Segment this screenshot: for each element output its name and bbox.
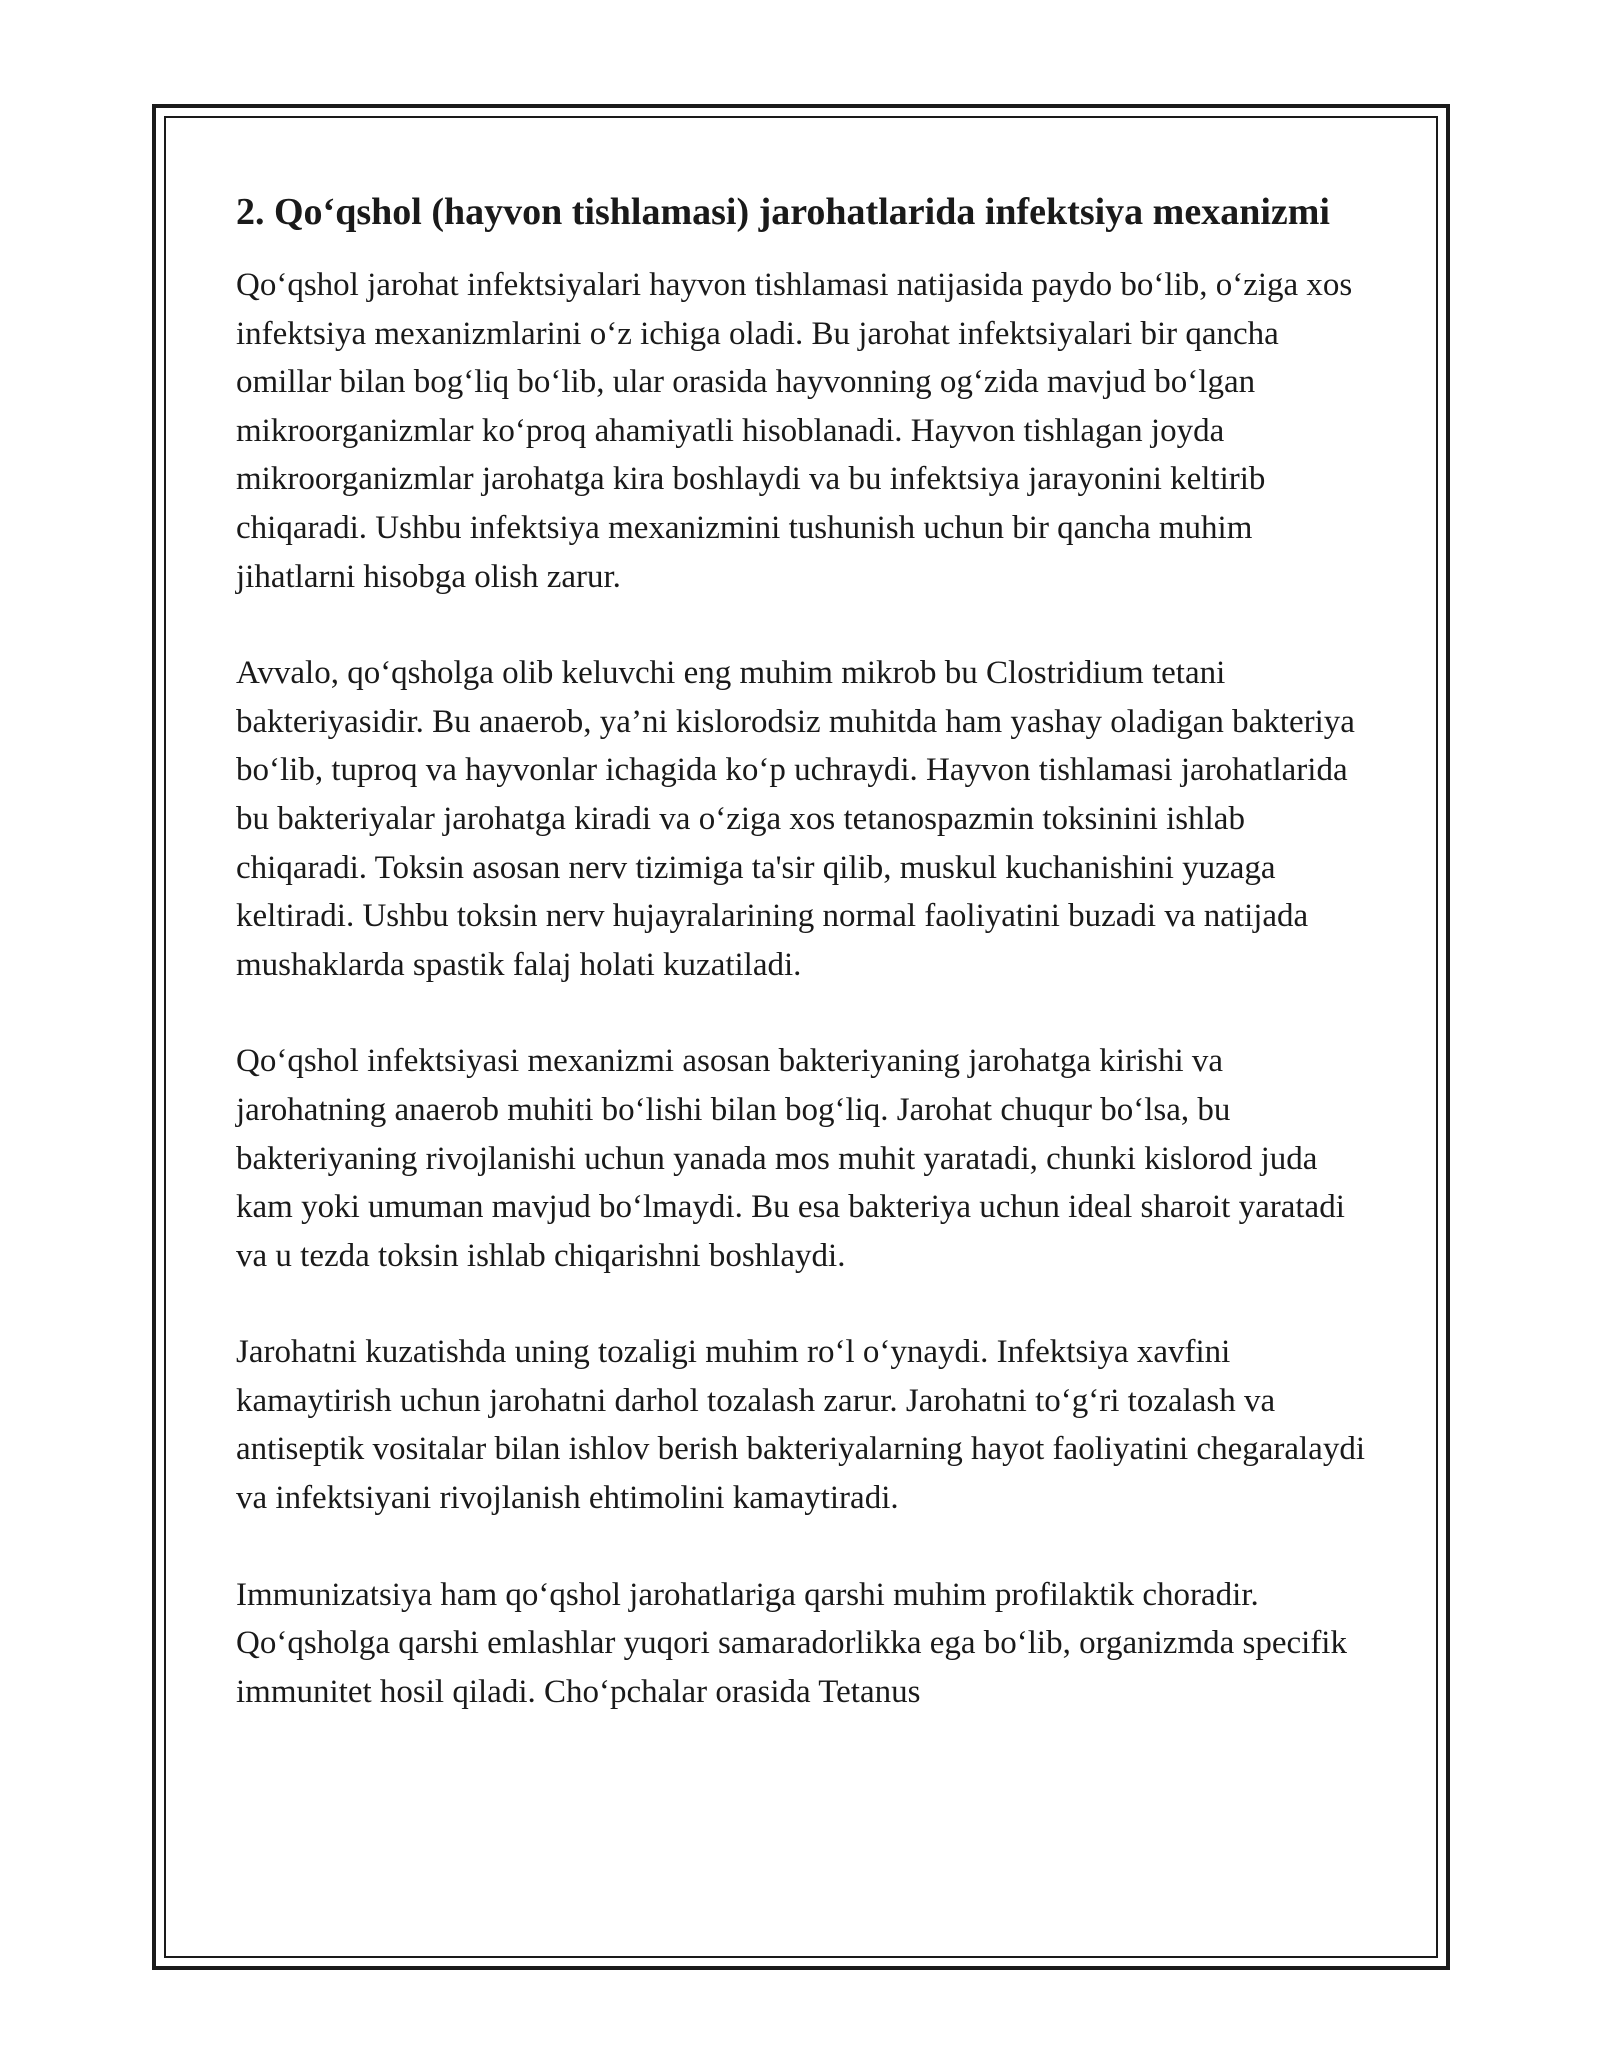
paragraph-1: Qo‘qshol jarohat infektsiyalari hayvon tishlamasi natijasida paydo bo‘lib, o‘ziga xos infektsiya mexanizmlarini o‘z ichiga oladi. Bu jarohat infektsiyalari bir qancha omillar bilan bog‘liq bo‘lib, ular orasida hayvonning og‘zida mavjud bo‘lgan mikroorganizmlar ko‘proq ahamiyatli hisoblanadi. Hayvon tishlagan joyda mikroorganizmlar jarohatga kira boshlaydi va bu infektsiya jarayonini keltirib chiqaradi. Ushbu infektsiya mexanizmini tushunish uchun bir qancha muhim jihatlarni hisobga olish zarur. (236, 267, 1353, 595)
document-body (236, 185, 1376, 1764)
paragraph-4: Jarohatni kuzatishda uning tozaligi muhim ro‘l o‘ynaydi. Infektsiya xavfini kamaytirish uchun jarohatni darhol tozalash zarur. Jarohatni to‘g‘ri tozalash va antiseptik vositalar bilan ishlov berish bakteriyalarning hayot faoliyatini chegaralaydi va infektsiyani rivojlanish ehtimolini kamaytiradi. (236, 1334, 1365, 1517)
paragraph-5: Immunizatsiya ham qo‘qshol jarohatlariga qarshi muhim profilaktik choradir. Qo‘qsholga qarshi emlashlar yuqori samaradorlikka ega bo‘lib, organizmda specifik immunitet hosil qiladi. Cho‘pchalar orasida Tetanus (236, 1576, 1347, 1710)
paragraph-3: Qo‘qshol infektsiyasi mexanizmi asosan bakteriyaning jarohatga kirishi va jarohatning anaerob muhiti bo‘lishi bilan bog‘liq. Jarohat chuqur bo‘lsa, bu bakteriyaning rivojlanishi uchun yanada mos muhit yaratadi, chunki kislorod juda kam yoki umuman mavjud bo‘lmaydi. Bu esa bakteriya uchun ideal sharoit yaratadi va u tezda toksin ishlab chiqarishni boshlaydi. (236, 1043, 1345, 1274)
section-heading: 2. Qo‘qshol (hayvon tishlamasi) jarohatlarida infektsiya mexanizmi (236, 191, 1330, 233)
paragraph-2: Avvalo, qo‘qsholga olib keluvchi eng muhim mikrob bu Clostridium tetani bakteriyasidir. Bu anaerob, ya’ni kislorodsiz muhitda ham yashay oladigan bakteriya bo‘lib, tuproq va hayvonlar ichagida ko‘p uchraydi. Hayvon tishlamasi jarohatlarida bu bakteriyalar jarohatga kiradi va o‘ziga xos tetanospazmin toksinini ishlab chiqaradi. Toksin asosan nerv tizimiga ta'sir qilib, muskul kuchanishini yuzaga keltiradi. Ushbu toksin nerv hujayralarining normal faoliyatini buzadi va natijada mushaklarda spastik falaj holati kuzatiladi. (236, 655, 1355, 983)
